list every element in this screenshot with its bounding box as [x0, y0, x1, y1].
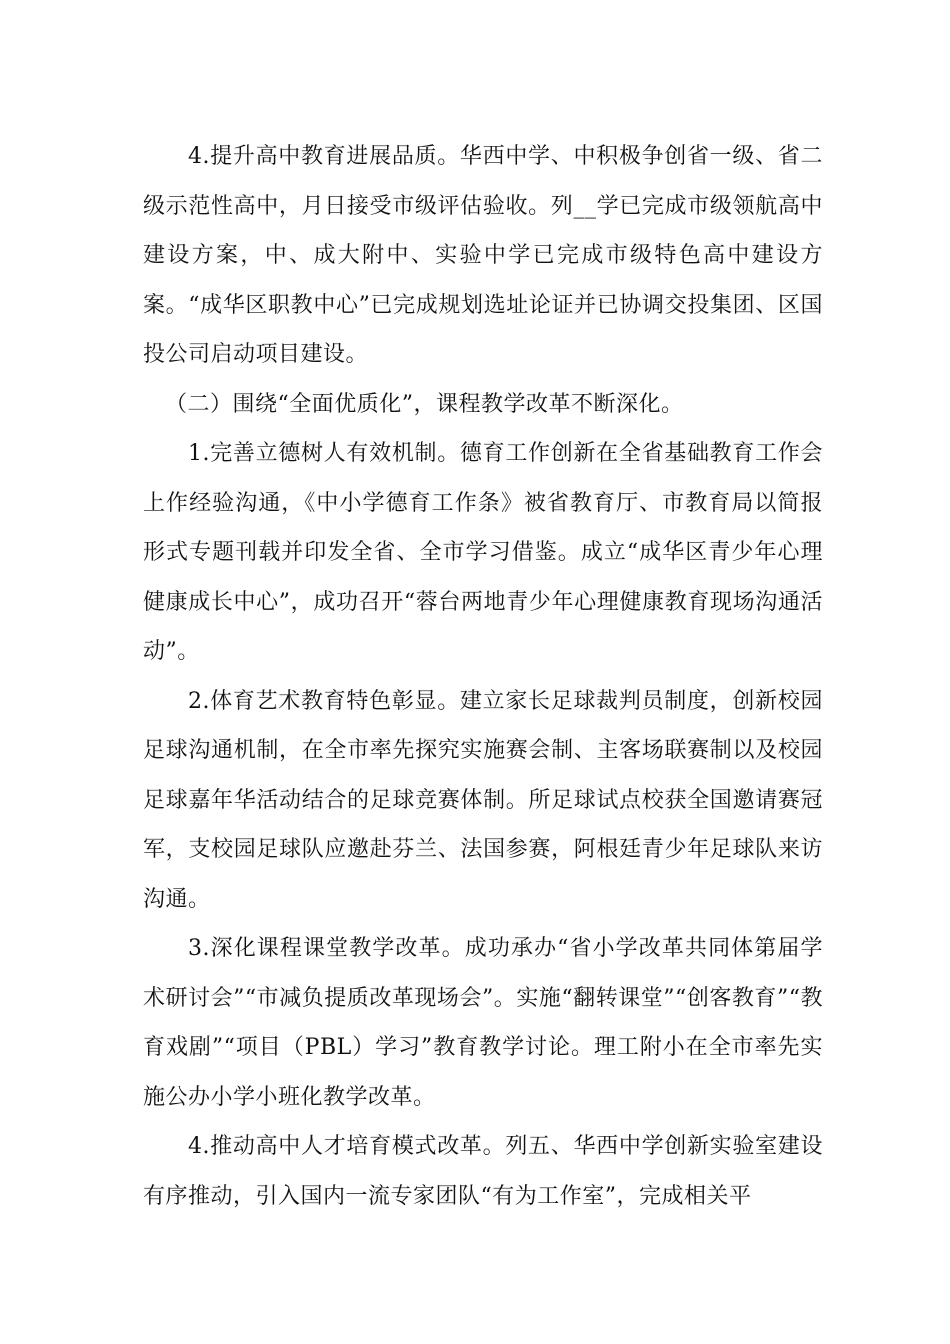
paragraph-talent-cultivation: 4.推动高中人才培育模式改革。列五、华西中学创新实验室建设有序推动，引入国内一流专家团队“有为工作室”，完成相关平 [143, 1134, 823, 1209]
section-heading-curriculum-reform: （二）围绕“全面优质化”，课程教学改革不断深化。 [165, 391, 684, 417]
document-body [143, 132, 823, 1221]
paragraph-moral-education: 1.完善立德树人有效机制。德育工作创新在全省基础教育工作会上作经验沟通，《中小学德育工作条》被省教育厅、市教育局以简报形式专题刊载并印发全省、全市学习借鉴。成立“成华区青少年心理健康成长中心”，成功召开“蓉台两地青少年心理健康教育现场沟通活动”。 [143, 441, 823, 664]
paragraph-sports-arts: 2.体育艺术教育特色彰显。建立家长足球裁判员制度，创新校园足球沟通机制，在全市率先探究实施赛会制、主客场联赛制以及校园足球嘉年华活动结合的足球竞赛体制。所足球试点校获全国邀请赛冠军，支校园足球队应邀赴芬兰、法国参赛，阿根廷青少年足球队来访沟通。 [143, 688, 823, 912]
paragraph-high-school-quality: 4.提升高中教育进展品质。华西中学、中积极争创省一级、省二级示范性高中，月日接受市级评估验收。列__学已完成市级领航高中建设方案，中、成大附中、实验中学已完成市级特色高中建设方案。“成华区职教中心”已完成规划选址论证并已协调交投集团、区国投公司启动项目建设。 [143, 144, 823, 367]
paragraph-classroom-reform: 3.深化课程课堂教学改革。成功承办“省小学改革共同体第届学术研讨会”“市减负提质改革现场会”。实施“翻转课堂”“创客教育”“教育戏剧”“项目（PBL）学习”教育教学讨论。理工附小在全市率先实施公办小学小班化教学改革。 [143, 936, 823, 1110]
